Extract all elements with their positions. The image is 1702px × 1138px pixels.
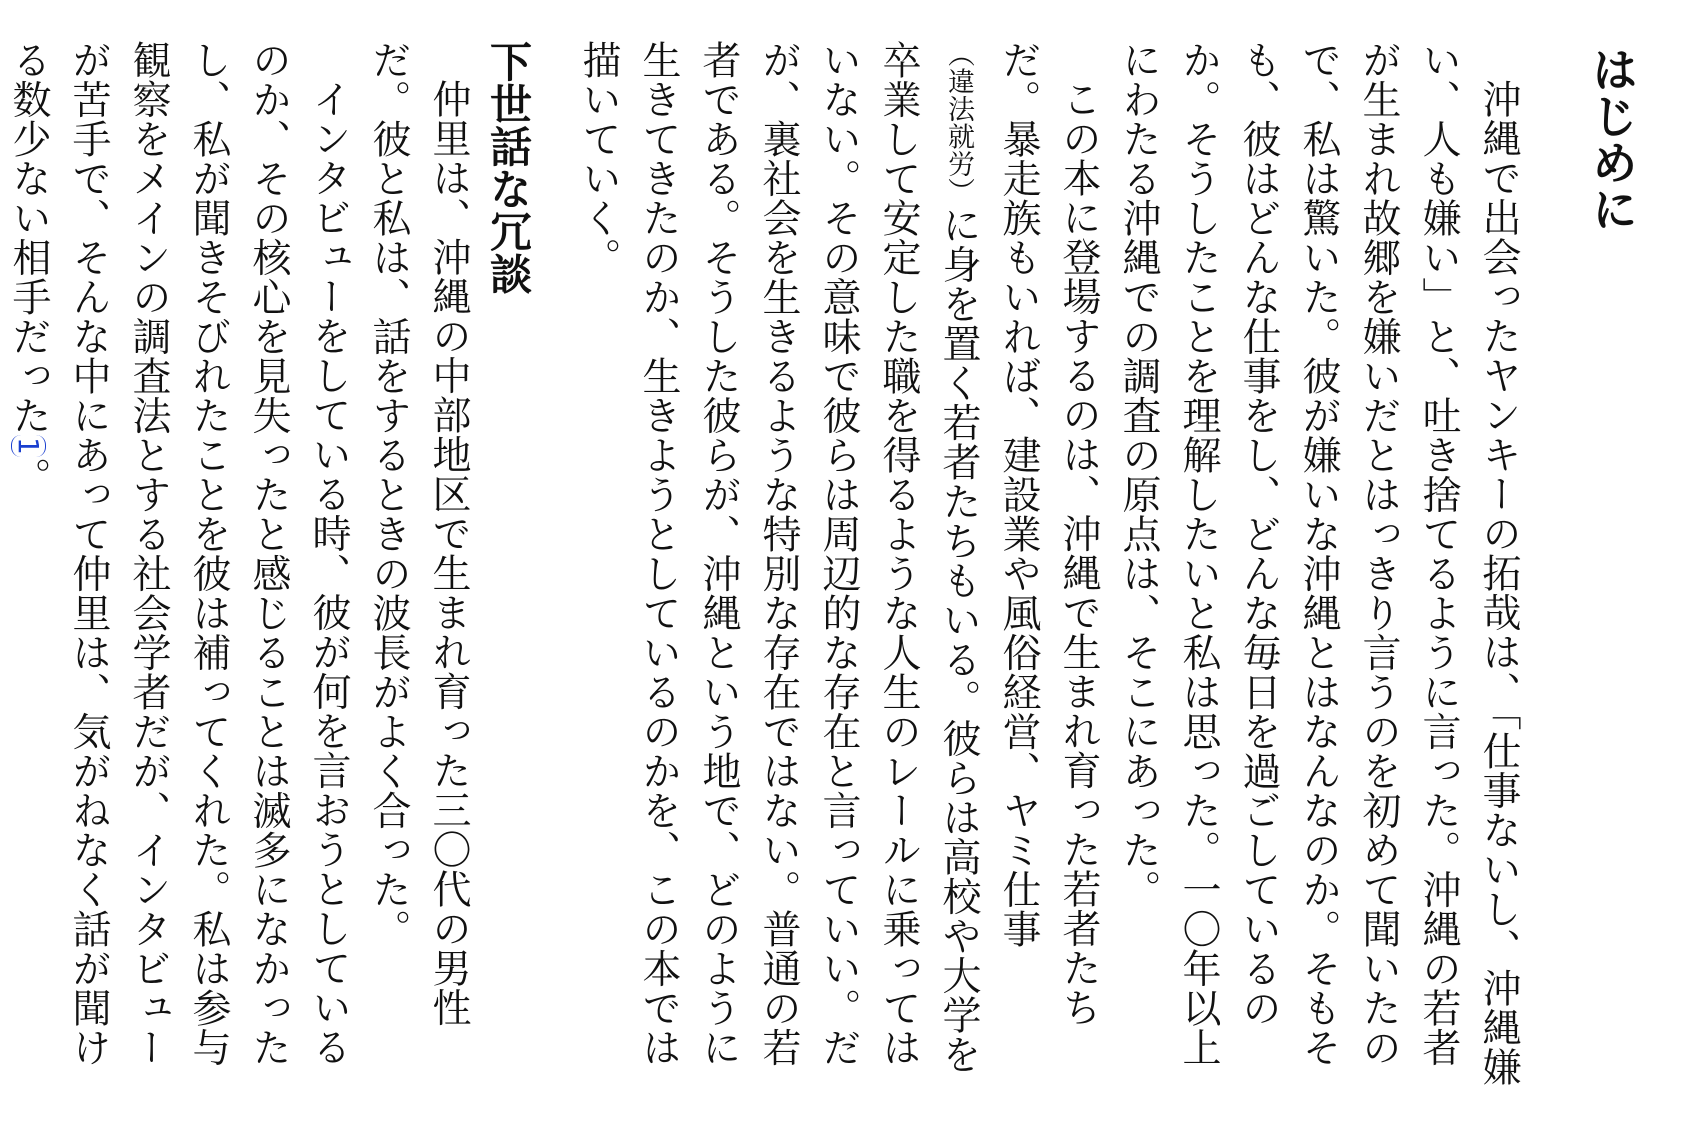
paragraph-2 [568, 40, 1108, 1100]
section-paragraph-2-text-before: インタビューをしている時、彼が何を言おうとしているのか、その核心を見失ったと感じることは滅多になかったし、私が聞きそびれたことを彼は補ってくれた。私は参与観察をメインの調査法とする社会学者だが、インタビューが苦手で、そんな中にあって仲里は、気がねなく話が聞ける数少ない相手だった [6, 40, 351, 1067]
section-paragraph-2-text-after: 。 [6, 457, 51, 497]
paragraph-2-text-before: この本に登場するのは、沖縄で生まれ育った若者たちだ。暴走族もいれば、建設業や風俗経営、ヤミ仕事 [996, 40, 1101, 1027]
footnote-ref-link[interactable]: 1 [12, 437, 45, 456]
section-title: 下世話な冗談 [484, 40, 533, 295]
section-paragraph-2 [0, 40, 358, 1100]
paragraph-2-text-after: に身を置く若者たちもいる。彼らは高校や大学を卒業して安定した職を得るような人生のレールに乗ってはいない。その意味で彼らは周辺的な存在と言っていい。だが、裏社会を生きるような特別な存在ではない。普通の若者である。そうした彼らが、沖縄という地で、どのように生きてきたのか、生きようとしているのかを、この本では描いていく。 [576, 40, 981, 1074]
vertical-text-page [6, 40, 1642, 1100]
paragraph-1: 沖縄で出会ったヤンキーの拓哉は、「仕事ないし、沖縄嫌い、人も嫌い」と、吐き捨てるように言った。沖縄の若者が生まれ故郷を嫌いだとはっきり言うのを初めて聞いたので、私は驚いた。彼が嫌いな沖縄とはなんなのか。そもそも、彼はどんな仕事をし、どんな毎日を過ごしているのか。そうしたことを理解したいと私は思った。一〇年以上にわたる沖縄での調査の原点は、そこにあった。 [1116, 40, 1521, 1087]
paragraph-2-small-note: （違法就労） [943, 40, 974, 205]
section-paragraph-1: 仲里は、沖縄の中部地区で生まれ育った三〇代の男性だ。彼と私は、話をするときの波長がよく合った。 [366, 40, 471, 1027]
chapter-title: はじめに [1585, 46, 1639, 232]
